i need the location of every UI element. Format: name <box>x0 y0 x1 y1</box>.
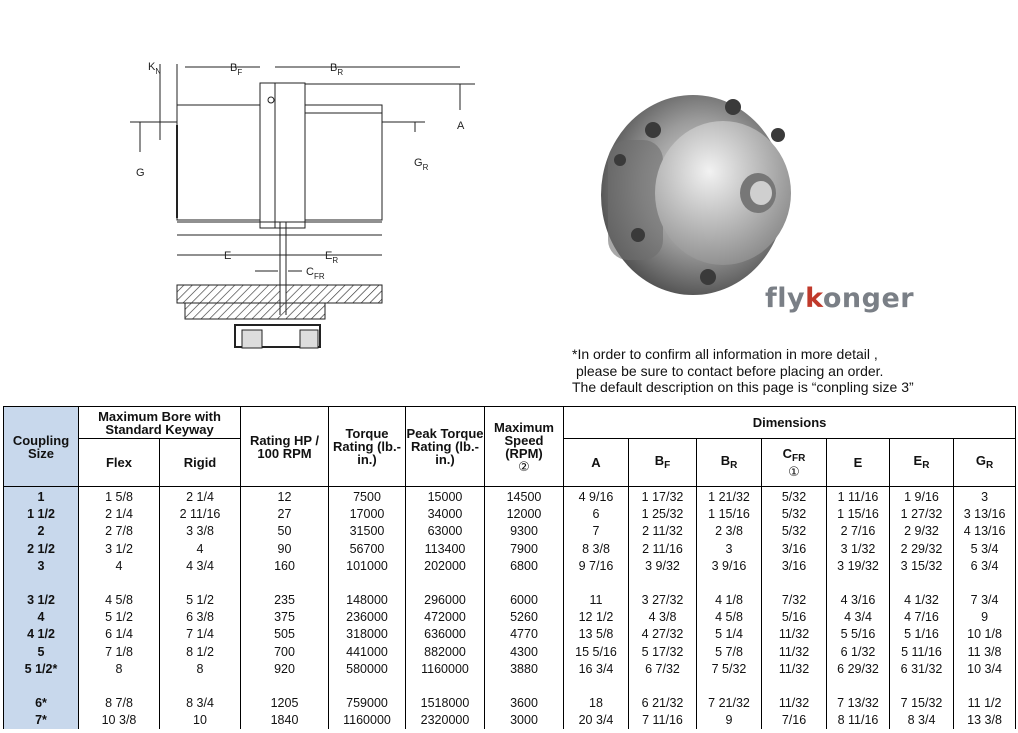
cell-rigid: 10 <box>193 713 207 728</box>
cell-e: 1 15/16 <box>837 507 879 522</box>
cell-gr: 4 13/16 <box>963 524 1006 539</box>
cell-gr: 13 3/8 <box>967 713 1002 728</box>
cell-e: 6 1/32 <box>840 644 876 659</box>
coupling-cross-section-drawing <box>130 50 475 365</box>
cell-peak: 34000 <box>427 507 463 522</box>
cell-size: 7* <box>35 713 47 728</box>
group-gap <box>329 678 405 695</box>
cell-torque: 236000 <box>346 610 388 625</box>
cell-a: 9 7/16 <box>578 558 614 573</box>
cell-rating: 12 <box>277 490 292 504</box>
cell-speed: 6000 <box>510 593 538 608</box>
header-coupling-size: Coupling Size <box>4 407 79 487</box>
cell-er: 1 9/16 <box>904 490 939 504</box>
cell-e: 3 1/32 <box>840 541 876 556</box>
cell-torque: 759000 <box>346 696 388 711</box>
label-a: A <box>457 120 465 132</box>
cell-cfr: 11/32 <box>778 627 810 642</box>
col-flex <box>79 487 160 730</box>
cell-speed: 4770 <box>510 627 538 642</box>
cell-size: 4 <box>37 610 45 625</box>
cell-e: 1 11/16 <box>837 490 879 504</box>
cell-torque: 148000 <box>346 593 388 608</box>
cell-br: 2 3/8 <box>715 524 743 539</box>
cell-gr: 9 <box>981 610 989 625</box>
group-gap <box>697 678 761 695</box>
cell-cfr: 3/16 <box>781 541 807 556</box>
cell-bf: 6 7/32 <box>645 661 680 676</box>
header-rating: Rating HP / 100 RPM <box>241 407 329 487</box>
cell-size: 2 1/2 <box>27 541 55 556</box>
cell-a: 8 3/8 <box>582 541 610 556</box>
cell-speed: 9300 <box>510 524 538 539</box>
cell-e: 3 19/32 <box>837 558 879 573</box>
cell-rigid: 4 3/4 <box>186 558 214 573</box>
cell-flex: 6 1/4 <box>105 627 133 642</box>
cell-speed: 12000 <box>506 507 542 522</box>
cell-rating: 700 <box>274 644 295 659</box>
label-e: E <box>224 250 232 262</box>
cell-e: 6 29/32 <box>837 661 879 676</box>
cell-bf: 5 17/32 <box>641 644 684 659</box>
cell-br: 7 5/32 <box>711 661 747 676</box>
cell-rigid: 2 11/16 <box>179 507 221 522</box>
cell-gr: 3 13/16 <box>963 507 1006 522</box>
cell-peak: 1160000 <box>421 661 469 676</box>
cell-er: 8 3/4 <box>907 713 936 728</box>
cell-bf: 2 11/32 <box>642 524 683 539</box>
cell-size: 3 <box>37 558 45 573</box>
note-line-2: please be sure to contact before placing an order. <box>576 362 884 379</box>
cell-cfr: 5/32 <box>781 490 807 504</box>
cell-a: 7 <box>592 524 600 539</box>
group-gap <box>629 678 696 695</box>
cell-torque: 56700 <box>349 541 385 556</box>
header-flex: Flex <box>79 439 160 487</box>
cell-peak: 882000 <box>424 644 466 659</box>
group-gap <box>79 678 159 695</box>
cell-peak: 472000 <box>424 610 466 625</box>
label-br: $B_R$ <box>330 62 344 77</box>
cell-a: 18 <box>589 696 603 711</box>
group-gap <box>827 678 889 695</box>
group-gap <box>564 575 628 592</box>
label-g: G <box>136 167 145 179</box>
cell-size: 5 1/2* <box>24 661 58 676</box>
cell-gr: 3 <box>981 490 989 504</box>
cell-gr: 10 1/8 <box>967 627 1002 642</box>
cell-rating: 160 <box>274 558 295 573</box>
cell-size: 1 1/2 <box>27 507 55 522</box>
cell-speed: 3600 <box>510 696 538 711</box>
cell-a: 12 1/2 <box>578 610 614 625</box>
group-gap <box>697 575 761 592</box>
cell-flex: 5 1/2 <box>105 610 133 625</box>
cell-e: 4 3/16 <box>840 593 876 608</box>
cell-rigid: 3 3/8 <box>186 524 214 539</box>
cell-peak: 1518000 <box>420 696 470 711</box>
group-gap <box>241 575 328 592</box>
cell-bf: 6 21/32 <box>641 696 684 711</box>
cell-flex: 2 1/4 <box>105 507 133 522</box>
cell-rigid: 5 1/2 <box>186 593 214 608</box>
header-torque: Torque Rating (lb.-in.) <box>329 407 406 487</box>
cell-size: 5 <box>37 644 45 659</box>
cell-rating: 505 <box>274 627 295 642</box>
cell-speed: 6800 <box>510 558 538 573</box>
group-gap <box>954 678 1015 695</box>
col-br <box>697 487 762 730</box>
cell-bf: 4 3/8 <box>648 610 677 625</box>
cell-peak: 63000 <box>427 524 463 539</box>
cell-cfr: 11/32 <box>778 661 810 676</box>
cell-br: 5 1/4 <box>715 627 743 642</box>
cell-cfr: 11/32 <box>778 644 810 659</box>
cell-size: 6* <box>35 696 47 711</box>
cell-er: 2 9/32 <box>904 524 939 539</box>
col-gr <box>954 487 1016 730</box>
cell-e: 4 3/4 <box>844 610 872 625</box>
group-gap <box>890 678 953 695</box>
cell-bf: 7 11/16 <box>642 713 683 728</box>
cell-br: 5 7/8 <box>715 644 743 659</box>
cell-rigid: 8 3/4 <box>186 696 214 711</box>
group-gap <box>241 678 328 695</box>
group-gap <box>79 575 159 592</box>
cell-e: 2 7/16 <box>840 524 876 539</box>
cell-cfr: 5/32 <box>781 524 807 539</box>
cell-speed: 3000 <box>510 713 538 728</box>
col-er <box>890 487 954 730</box>
coupling-product-photo <box>598 85 803 300</box>
label-bf: $B_F$ <box>230 62 243 77</box>
cell-a: 15 5/16 <box>575 644 617 659</box>
cell-flex: 3 1/2 <box>105 541 133 556</box>
group-gap <box>762 678 826 695</box>
header-bf: $B_F$ <box>629 439 697 487</box>
cell-torque: 1160000 <box>343 713 391 728</box>
group-gap <box>954 575 1015 592</box>
cell-rigid: 4 <box>196 541 204 556</box>
table-row <box>4 487 1016 730</box>
cell-peak: 113400 <box>424 541 466 556</box>
cell-br: 3 9/16 <box>711 558 747 573</box>
group-gap <box>406 678 484 695</box>
cell-bf: 3 9/32 <box>645 558 680 573</box>
cell-size: 2 <box>37 524 45 539</box>
col-a <box>564 487 629 730</box>
cell-rating: 27 <box>277 507 292 522</box>
cell-gr: 7 3/4 <box>970 593 999 608</box>
cell-cfr: 5/32 <box>781 507 807 522</box>
cell-br: 3 <box>725 541 733 556</box>
note-line-3: The default description on this page is “conpling size 3” <box>572 379 914 395</box>
cell-a: 13 5/8 <box>578 627 614 642</box>
header-rigid: Rigid <box>160 439 241 487</box>
cell-er: 1 27/32 <box>900 507 943 522</box>
cell-torque: 101000 <box>346 558 388 573</box>
cell-rating: 235 <box>274 593 295 608</box>
group-gap <box>485 575 563 592</box>
cell-peak: 2320000 <box>420 713 470 728</box>
cell-torque: 441000 <box>346 644 388 659</box>
header-max-speed: Maximum Speed (RPM) ② <box>485 407 564 487</box>
cell-size: 1 <box>37 490 45 504</box>
col-peak <box>406 487 485 730</box>
cell-speed: 4300 <box>510 644 538 659</box>
cell-br: 1 21/32 <box>708 490 750 504</box>
cell-er: 5 1/16 <box>904 627 939 642</box>
cell-br: 1 15/16 <box>708 507 750 522</box>
group-gap <box>4 575 78 592</box>
label-gr: $G_R$ <box>414 157 429 172</box>
cell-rating: 1840 <box>270 713 299 728</box>
cell-er: 6 31/32 <box>900 661 943 676</box>
cell-e: 7 13/32 <box>837 696 879 711</box>
cell-er: 2 29/32 <box>900 541 943 556</box>
cell-bf: 4 27/32 <box>641 627 684 642</box>
order-note <box>572 346 914 396</box>
cell-a: 16 3/4 <box>578 661 614 676</box>
col-speed <box>485 487 564 730</box>
cell-gr: 10 3/4 <box>967 661 1002 676</box>
cell-speed: 7900 <box>510 541 538 556</box>
cell-gr: 6 3/4 <box>970 558 999 573</box>
group-gap <box>890 575 953 592</box>
cell-er: 3 15/32 <box>900 558 943 573</box>
cell-gr: 5 3/4 <box>970 541 999 556</box>
header-a: A <box>564 439 629 487</box>
cell-rating: 375 <box>274 610 295 625</box>
cell-torque: 17000 <box>349 507 385 522</box>
cell-peak: 636000 <box>424 627 466 642</box>
cell-br: 4 1/8 <box>715 593 743 608</box>
label-er: $E_R$ <box>325 250 339 265</box>
cell-e: 5 5/16 <box>840 627 876 642</box>
cell-rigid: 2 1/4 <box>186 490 214 504</box>
cell-rigid: 8 1/2 <box>186 644 214 659</box>
cell-torque: 7500 <box>353 490 381 504</box>
cell-rigid: 7 1/4 <box>186 627 214 642</box>
cell-a: 11 <box>589 593 603 608</box>
cell-rating: 1205 <box>270 696 299 711</box>
cell-speed: 14500 <box>506 490 542 504</box>
cell-flex: 4 5/8 <box>105 593 133 608</box>
coupling-spec-table <box>3 406 1016 729</box>
cell-cfr: 7/16 <box>781 713 807 728</box>
group-gap <box>629 575 696 592</box>
cell-peak: 15000 <box>427 490 463 504</box>
cell-bf: 1 25/32 <box>641 507 684 522</box>
col-rating <box>241 487 329 730</box>
cell-peak: 296000 <box>424 593 466 608</box>
cell-bf: 2 11/16 <box>642 541 683 556</box>
group-gap <box>406 575 484 592</box>
cell-cfr: 11/32 <box>778 696 810 711</box>
cell-er: 7 15/32 <box>900 696 943 711</box>
header-gr: $G_R$ <box>954 439 1016 487</box>
cell-e: 8 11/16 <box>837 713 879 728</box>
cell-a: 20 3/4 <box>578 713 614 728</box>
cell-flex: 1 5/8 <box>105 490 133 504</box>
col-cfr <box>762 487 827 730</box>
col-bf <box>629 487 697 730</box>
col-size <box>4 487 79 730</box>
cell-bf: 1 17/32 <box>641 490 684 504</box>
group-gap <box>485 678 563 695</box>
col-e <box>827 487 890 730</box>
cell-br: 7 21/32 <box>708 696 750 711</box>
cell-br: 4 5/8 <box>715 610 743 625</box>
group-gap <box>762 575 826 592</box>
flykonger-logo: flykonger <box>765 283 915 314</box>
cell-flex: 2 7/8 <box>105 524 133 539</box>
cell-speed: 5260 <box>510 610 538 625</box>
group-gap <box>160 678 240 695</box>
group-gap <box>329 575 405 592</box>
header-br: $B_R$ <box>697 439 762 487</box>
cell-rating: 90 <box>277 541 292 556</box>
header-e: E <box>827 439 890 487</box>
cell-speed: 3880 <box>510 661 538 676</box>
cell-rigid: 6 3/8 <box>186 610 214 625</box>
header-max-bore: Maximum Bore with Standard Keyway <box>79 407 241 439</box>
cell-torque: 318000 <box>346 627 388 642</box>
cell-a: 6 <box>592 507 600 522</box>
cell-cfr: 5/16 <box>781 610 807 625</box>
cell-flex: 4 <box>115 558 123 573</box>
cell-torque: 580000 <box>346 661 388 676</box>
cell-gr: 11 3/8 <box>967 644 1002 659</box>
header-er: $E_R$ <box>890 439 954 487</box>
cell-br: 9 <box>725 713 733 728</box>
cell-er: 4 7/16 <box>904 610 939 625</box>
label-cfr: $C_{FR}$ <box>306 266 325 281</box>
header-cfr: $C_{FR}$ ① <box>762 439 827 487</box>
spec-table-body <box>4 487 1016 730</box>
group-gap <box>564 678 628 695</box>
cell-flex: 8 <box>115 661 123 676</box>
cell-flex: 10 3/8 <box>101 713 137 728</box>
cell-cfr: 3/16 <box>781 558 807 573</box>
header-peak-torque: Peak Torque Rating (lb.-in.) <box>406 407 485 487</box>
cell-size: 4 1/2 <box>27 627 55 642</box>
cell-rating: 50 <box>277 524 292 539</box>
cell-er: 5 11/16 <box>901 644 942 659</box>
cell-flex: 8 7/8 <box>105 696 133 711</box>
cell-flex: 7 1/8 <box>105 644 133 659</box>
note-line-1: *In order to confirm all information in more detail , <box>572 346 878 362</box>
cell-cfr: 7/32 <box>781 593 807 608</box>
cell-torque: 31500 <box>349 524 385 539</box>
cell-bf: 3 27/32 <box>641 593 684 608</box>
group-gap <box>4 678 78 695</box>
cell-gr: 11 1/2 <box>967 696 1002 711</box>
cell-size: 3 1/2 <box>27 593 55 608</box>
cell-peak: 202000 <box>424 558 466 573</box>
group-gap <box>160 575 240 592</box>
col-torque <box>329 487 406 730</box>
cell-rating: 920 <box>274 661 295 676</box>
cell-a: 4 9/16 <box>578 490 614 504</box>
group-gap <box>827 575 889 592</box>
header-dimensions: Dimensions <box>564 407 1016 439</box>
col-rigid <box>160 487 241 730</box>
cell-rigid: 8 <box>196 661 204 676</box>
label-kn: $K_N$ <box>148 61 162 76</box>
cell-er: 4 1/32 <box>904 593 939 608</box>
